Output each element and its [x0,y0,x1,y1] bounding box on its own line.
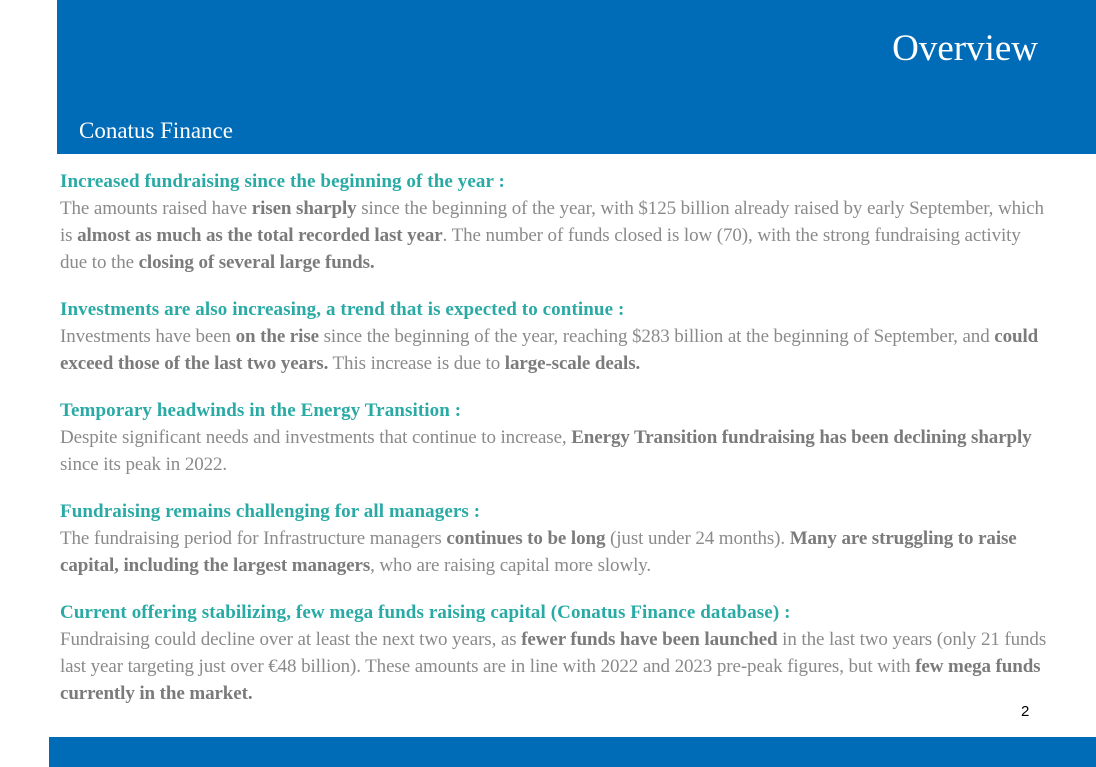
section-heading: Increased fundraising since the beginning of the year : [60,171,505,192]
section-current-offering [60,599,1050,707]
company-name: Conatus Finance [79,118,233,143]
body-text: . The number of funds closed is low (70), with the strong fundraising activity due to the [60,225,1021,273]
body-text: in the last two years (only 21 funds last year targeting just over €48 billion). These amounts are in line with 2022 and 2023 pre-peak figures, but with [60,629,1047,677]
section-body [60,323,1050,377]
section-body [60,525,1050,579]
body-emphasis: Energy Transition fundraising has been declining sharply [571,427,1032,448]
body-emphasis: few mega funds currently in the market. [60,656,1041,704]
section-heading: Investments are also increasing, a trend that is expected to continue : [60,299,625,320]
section-fundraising [60,168,1050,276]
section-heading: Temporary headwinds in the Energy Transition : [60,400,462,421]
body-text: since its peak in 2022. [60,454,228,475]
body-emphasis: risen sharply [251,198,357,219]
body-text: The amounts raised have [60,198,252,219]
body-emphasis: large-scale deals. [504,353,641,374]
body-text: Despite significant needs and investments that continue to increase, [60,427,572,448]
body-emphasis: closing of several large funds. [138,252,375,273]
header-band [57,0,1096,154]
body-text: This increase is due to [328,353,505,374]
section-heading: Fundraising remains challenging for all managers : [60,501,481,522]
body-emphasis: continues to be long [446,528,606,549]
section-body [60,424,1050,478]
body-text: since the beginning of the year, with $125 billion already raised by early September, which is [60,198,1044,246]
body-text: , who are raising capital more slowly. [370,555,652,576]
page-number: 2 [1021,703,1030,720]
body-emphasis: fewer funds have been launched [521,629,778,650]
section-energy-transition [60,397,1050,478]
section-body [60,626,1050,707]
section-body [60,195,1050,276]
body-text: Fundraising could decline over at least the next two years, as [60,629,522,650]
body-text: (just under 24 months). [605,528,790,549]
section-heading: Current offering stabilizing, few mega funds raising capital (Conatus Finance database) : [60,602,791,623]
body-emphasis: could exceed those of the last two years. [60,326,1039,374]
content-area [60,168,1050,727]
section-managers [60,498,1050,579]
body-text: since the beginning of the year, reaching $283 billion at the beginning of September, and [318,326,995,347]
body-text: The fundraising period for Infrastructure managers [60,528,447,549]
body-text: Investments have been [60,326,236,347]
slide-title: Overview [892,28,1038,69]
body-emphasis: Many are struggling to raise capital, including the largest managers [60,528,1017,576]
body-emphasis: on the rise [235,326,319,347]
section-investments [60,296,1050,377]
footer-band [49,737,1096,767]
body-emphasis: almost as much as the total recorded last year [77,225,443,246]
